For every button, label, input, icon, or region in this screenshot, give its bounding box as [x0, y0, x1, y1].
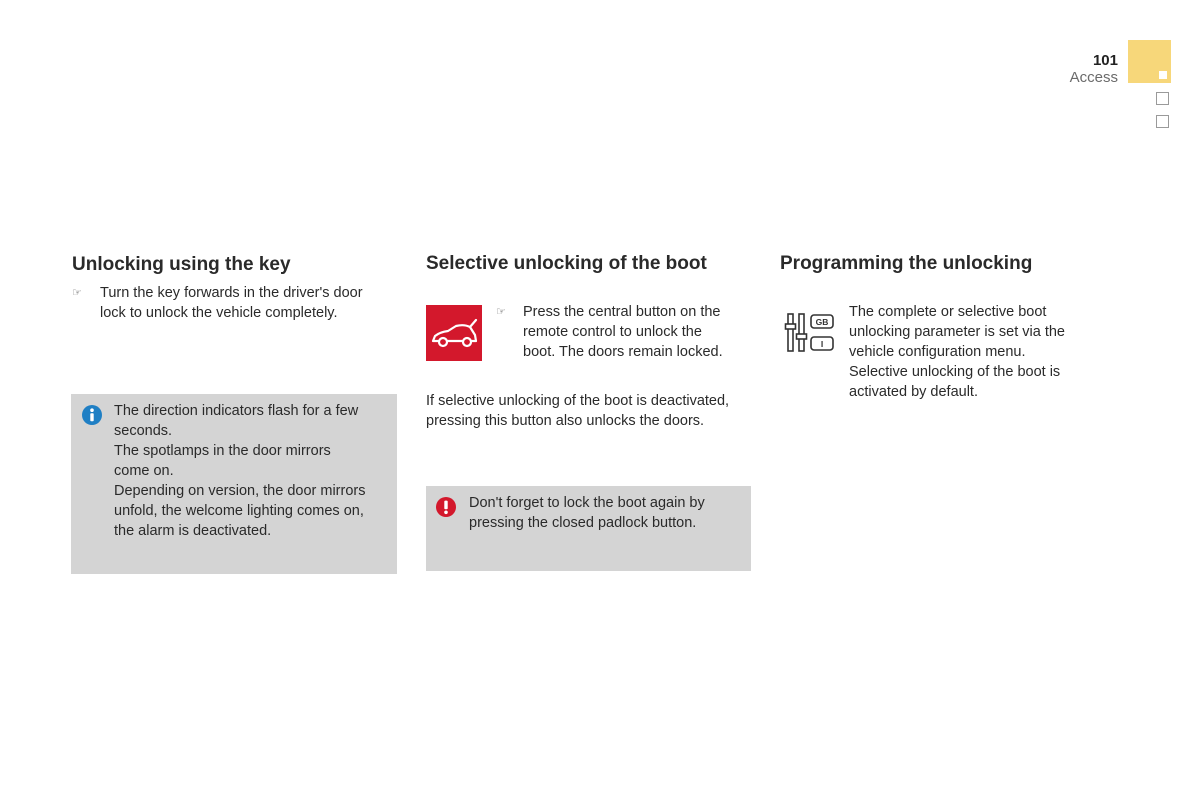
text-line: vehicle configuration menu. [849, 344, 1026, 360]
boot-instruction [523, 302, 753, 362]
text-line: unlocking parameter is set via the [849, 324, 1065, 340]
text-line: pressing the closed padlock button. [469, 515, 697, 531]
text-line: Don't forget to lock the boot again by [469, 495, 705, 511]
tab-marker [1159, 71, 1167, 79]
text-line: The direction indicators flash for a few [114, 403, 359, 419]
key-instruction [100, 283, 400, 323]
car-boot-open-icon [426, 305, 482, 361]
text-line: pressing this button also unlocks the doors. [426, 413, 705, 429]
chapter-tab-3[interactable] [1156, 115, 1169, 128]
bullet-icon: ☞ [496, 306, 506, 318]
chapter-tab-2[interactable] [1156, 92, 1169, 105]
text-line: Turn the key forwards in the driver's door [100, 285, 363, 301]
text-line: unfold, the welcome lighting comes on, [114, 503, 364, 519]
section-title: Access [1069, 69, 1118, 86]
info-note [71, 394, 397, 574]
heading-unlocking-using-key: Unlocking using the key [72, 254, 291, 275]
heading-programming-unlocking: Programming the unlocking [780, 253, 1033, 274]
warning-note-text [469, 493, 749, 533]
info-note-text [114, 401, 394, 541]
text-line: come on. [114, 463, 174, 479]
boot-deactivated-paragraph [426, 391, 766, 431]
text-line: boot. The doors remain locked. [523, 344, 723, 360]
warning-note [426, 486, 751, 571]
text-line: Selective unlocking of the boot is [849, 364, 1061, 380]
text-line: lock to unlock the vehicle completely. [100, 305, 338, 321]
text-line: If selective unlocking of the boot is deactivated, [426, 393, 730, 409]
warning-icon [436, 497, 456, 517]
text-line: activated by default. [849, 384, 978, 400]
text-line: Press the central button on the [523, 304, 721, 320]
text-line: remote control to unlock the [523, 324, 702, 340]
text-line: seconds. [114, 423, 173, 439]
language-label: GB [815, 317, 829, 327]
programming-text [849, 302, 1109, 402]
bullet-icon: ☞ [72, 287, 82, 299]
page-number: 101 [1092, 52, 1118, 69]
language-label: I [820, 339, 824, 349]
text-line: The complete or selective boot [849, 304, 1047, 320]
text-line: the alarm is deactivated. [114, 523, 272, 539]
settings-sliders-icon [784, 311, 836, 355]
text-line: The spotlamps in the door mirrors [114, 443, 331, 459]
heading-selective-unlocking-boot: Selective unlocking of the boot [426, 253, 707, 274]
text-line: Depending on version, the door mirrors [114, 483, 366, 499]
chapter-tab-active[interactable] [1128, 40, 1171, 83]
info-icon [82, 405, 102, 425]
